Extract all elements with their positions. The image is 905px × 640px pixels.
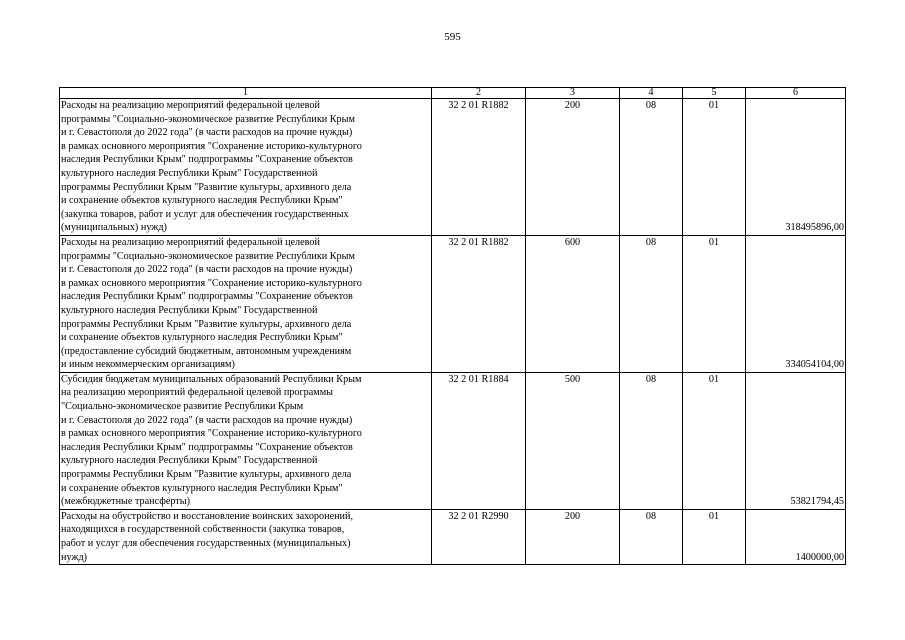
row-subsection: 01 (683, 235, 746, 372)
budget-table (59, 87, 846, 565)
row-description: Расходы на реализацию мероприятий федеральной целевой программы "Социально-экономическое развитие Республики Крым и г. Севастополя до 2022 года" (в части расходов на прочие нужды) в рамках основного мероприятия "Сохранение историко-культурного наследия Республики Крым" подпрограммы "Сохранение объектов культурного наследия Республики Крым" Государственной программы Республики Крым "Развитие культуры, архивного дела и сохранение объектов культурного наследия Республики Крым" (закупка товаров, работ и услуг для обеспечения государственных (муниципальных) нужд) (60, 99, 432, 236)
table-row (60, 99, 846, 236)
row-target-code: 32 2 01 R2990 (432, 509, 526, 564)
row-amount: 334054104,00 (746, 235, 846, 372)
row-section: 08 (620, 372, 683, 509)
row-section: 08 (620, 99, 683, 236)
column-header: 6 (746, 88, 846, 99)
column-header: 2 (432, 88, 526, 99)
column-header: 1 (60, 88, 432, 99)
row-subsection: 01 (683, 99, 746, 236)
table-row (60, 372, 846, 509)
row-target-code: 32 2 01 R1884 (432, 372, 526, 509)
row-target-code: 32 2 01 R1882 (432, 99, 526, 236)
row-description: Субсидия бюджетам муниципальных образований Республики Крым на реализацию мероприятий федеральной целевой программы "Социально-экономическое развитие Республики Крым и г. Севастополя до 2022 года" (в части расходов на прочие нужды) в рамках основного мероприятия "Сохранение историко-культурного наследия Республики Крым" подпрограммы "Сохранение объектов культурного наследия Республики Крым" Государственной программы Республики Крым "Развитие культуры, архивного дела и сохранение объектов культурного наследия Республики Крым" (межбюджетные трансферты) (60, 372, 432, 509)
row-description: Расходы на обустройство и восстановление воинских захоронений, находящихся в государственной собственности (закупка товаров, работ и услуг для обеспечения государственных (муниципальных) нужд) (60, 509, 432, 564)
row-expense-type: 200 (526, 99, 620, 236)
column-header: 3 (526, 88, 620, 99)
row-section: 08 (620, 509, 683, 564)
row-section: 08 (620, 235, 683, 372)
column-header: 5 (683, 88, 746, 99)
row-amount: 53821794,45 (746, 372, 846, 509)
row-amount: 1400000,00 (746, 509, 846, 564)
table-header-row (60, 88, 846, 99)
row-subsection: 01 (683, 372, 746, 509)
column-header: 4 (620, 88, 683, 99)
row-target-code: 32 2 01 R1882 (432, 235, 526, 372)
row-description: Расходы на реализацию мероприятий федеральной целевой программы "Социально-экономическое развитие Республики Крым и г. Севастополя до 2022 года" (в части расходов на прочие нужды) в рамках основного мероприятия "Сохранение историко-культурного наследия Республики Крым" подпрограммы "Сохранение объектов культурного наследия Республики Крым" Государственной программы Республики Крым "Развитие культуры, архивного дела и сохранение объектов культурного наследия Республики Крым" (предоставление субсидий бюджетным, автономным учреждениям и иным некоммерческим организациям) (60, 235, 432, 372)
row-expense-type: 200 (526, 509, 620, 564)
row-expense-type: 500 (526, 372, 620, 509)
row-expense-type: 600 (526, 235, 620, 372)
row-amount: 318495896,00 (746, 99, 846, 236)
row-subsection: 01 (683, 509, 746, 564)
table-row (60, 235, 846, 372)
table-row (60, 509, 846, 564)
page-number: 595 (444, 31, 461, 43)
